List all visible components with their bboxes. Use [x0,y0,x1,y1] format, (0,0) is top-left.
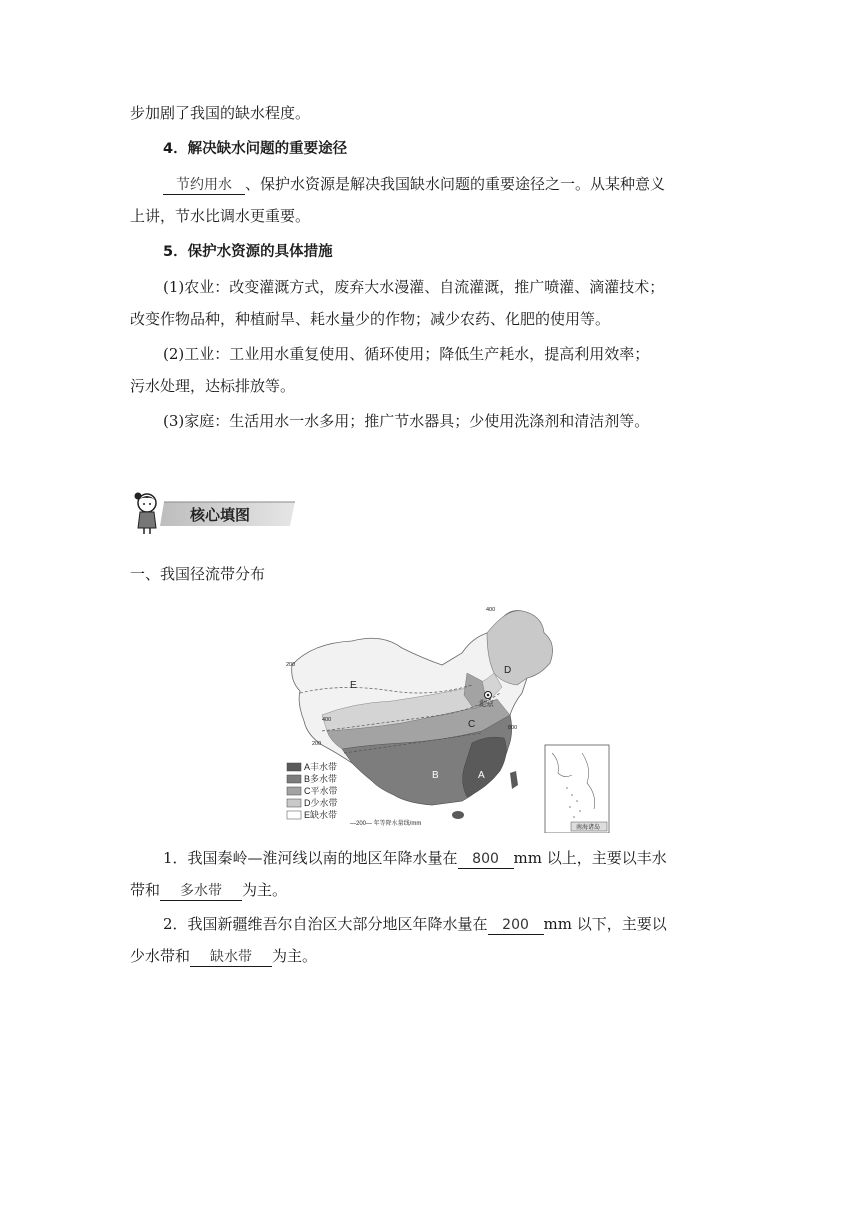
zone-letter-a: A [478,770,485,781]
south-china-sea-inset [545,745,609,833]
section-4-line-2: 上讲，节水比调水更重要。 [130,207,311,225]
section-4-text: 、保护水资源是解决我国缺水问题的重要途径之一。从某种意义 [245,175,666,193]
runoff-zone-map [282,603,612,833]
measure-industry-line-1: (2)工业：工业用水重复使用、循环使用；降低生产耗水，提高利用效率； [163,345,650,363]
legend-swatch-c [287,787,301,795]
section-5-heading: 5．保护水资源的具体措施 [163,244,333,260]
answer-blank-water-saving: 节约用水 [163,176,245,195]
inset-label: 南海诸岛 [576,825,601,831]
beijing-marker-icon [485,692,492,699]
question-1-line2-prefix: 带和 [130,881,161,899]
question-2-line2-prefix: 少水带和 [130,947,191,965]
question-1-suffix: 为主。 [242,881,288,899]
legend-swatch-d [287,799,301,807]
zone-letter-e: E [350,680,357,691]
legend-label-d: D少水带 [304,798,338,808]
contour-label: 800 [508,725,518,731]
isoline-note: —200— 年等降水量线/mm [350,821,422,827]
legend-swatch-a [287,763,301,771]
contour-label: 200 [312,741,322,747]
question-1-line-1 [163,847,667,869]
banner-title: 核心填图 [190,506,251,524]
zone-letter-c: C [468,719,476,730]
answer-blank-more-water-zone: 多水带 [160,882,242,901]
question-1-line-2 [130,879,287,901]
part-1-title: 一、我国径流带分布 [130,565,266,583]
question-2-line-2 [130,945,317,967]
paragraph-continuation: 步加剧了我国的缺水程度。 [130,104,311,122]
answer-blank-800: 800 [458,850,514,869]
question-2-prefix: 2．我国新疆维吾尔自治区大部分地区年降水量在 [163,915,488,933]
china-map-graphic [282,603,612,833]
contour-label: 400 [486,607,496,613]
measure-household: (3)家庭：生活用水一水多用；推广节水器具；少使用洗涤剂和清洁剂等。 [163,412,650,430]
legend-swatch-b [287,775,301,783]
legend-label-b: B多水带 [304,774,338,784]
contour-label: 400 [322,717,332,723]
zone-letter-b: B [432,770,439,781]
legend-label-c: C平水带 [304,786,338,796]
measure-agriculture-line-1: (1)农业：改变灌溉方式，废弃大水漫灌、自流灌溉，推广喷灌、滴灌技术； [163,278,665,296]
section-4-heading: 4．解决缺水问题的重要途径 [163,141,348,157]
measure-industry-line-2: 污水处理，达标排放等。 [130,377,296,395]
question-2-suffix: 为主。 [272,947,318,965]
legend-label-a: A丰水带 [304,762,338,772]
question-1-mid: mm 以上，主要以丰水 [513,849,667,867]
question-2-mid: mm 以下，主要以 [543,915,667,933]
section-banner [130,490,300,536]
map-legend [287,763,301,819]
legend-label-e: E缺水带 [304,810,338,820]
girl-mascot-icon [135,493,157,535]
legend-swatch-e [287,811,301,819]
question-2-line-1 [163,913,667,935]
zone-letter-d: D [504,665,512,676]
measure-agriculture-line-2: 改变作物品种，种植耐旱、耗水量少的作物；减少农药、化肥的使用等。 [130,310,611,328]
beijing-label: 北京 [478,699,494,708]
answer-blank-water-shortage-zone: 缺水带 [190,948,272,967]
question-1-prefix: 1．我国秦岭—淮河线以南的地区年降水量在 [163,849,458,867]
answer-blank-200: 200 [488,916,544,935]
contour-label: 200 [286,662,296,668]
section-4-line-1 [163,173,665,195]
